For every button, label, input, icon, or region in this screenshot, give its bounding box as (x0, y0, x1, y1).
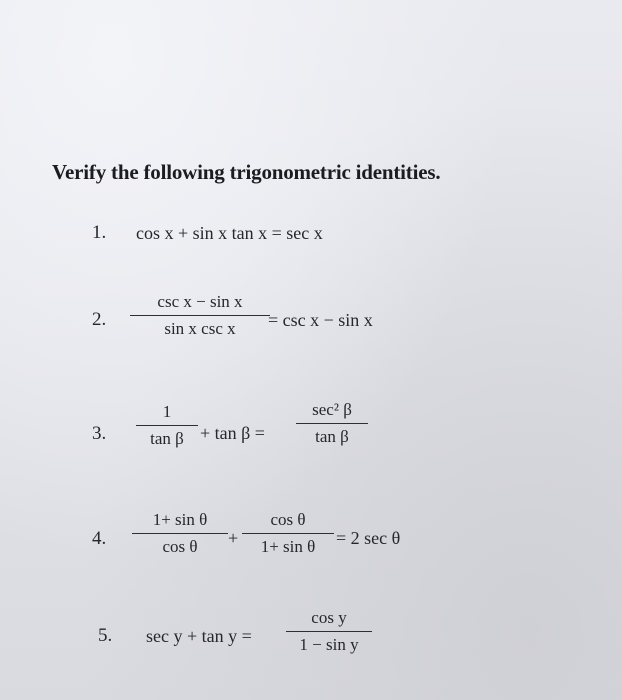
problem-4-fraction-2 (242, 510, 334, 557)
problem-4-plus: + (228, 528, 239, 548)
problem-3-number: 3. (92, 423, 107, 444)
problem-4-rhs: = 2 sec θ (336, 528, 401, 548)
problem-2-numerator: csc x − sin x (157, 292, 243, 311)
problem-5-numerator: cos y (311, 608, 347, 627)
problem-2-rhs: = csc x − sin x (268, 310, 373, 330)
problem-5-number: 5. (98, 625, 113, 646)
problem-3-fraction-2 (296, 400, 368, 447)
page-title: Verify the following trigonometric identities. (52, 160, 441, 184)
problem-4-frac1-numerator: 1+ sin θ (152, 510, 208, 529)
problem-2-number: 2. (92, 309, 107, 330)
fraction-bar (296, 423, 368, 424)
problem-2-denominator: sin x csc x (164, 319, 236, 338)
problem-3-fraction-1 (136, 402, 198, 449)
problem-1-expression: cos x + sin x tan x = sec x (136, 223, 323, 243)
problem-4-number: 4. (92, 528, 107, 549)
problem-5-lhs: sec y + tan y = (146, 626, 252, 646)
problem-4-frac1-denominator: cos θ (162, 537, 198, 556)
fraction-bar (132, 533, 228, 534)
fraction-bar (242, 533, 334, 534)
fraction-bar (130, 315, 270, 316)
problem-3-frac2-numerator: sec² β (312, 400, 352, 419)
problem-3-frac1-numerator: 1 (162, 402, 172, 421)
problem-3-frac2-denominator: tan β (315, 427, 349, 446)
problem-5-denominator: 1 − sin y (299, 635, 359, 654)
fraction-bar (286, 631, 372, 632)
problem-5-fraction (286, 608, 372, 655)
problem-2-fraction (130, 292, 270, 339)
problem-3-middle: + tan β = (200, 423, 265, 443)
problem-4-frac2-denominator: 1+ sin θ (260, 537, 316, 556)
problem-4-frac2-numerator: cos θ (270, 510, 306, 529)
problem-4-fraction-1 (132, 510, 228, 557)
problem-1-number: 1. (92, 222, 107, 243)
fraction-bar (136, 425, 198, 426)
problem-3-frac1-denominator: tan β (150, 429, 184, 448)
